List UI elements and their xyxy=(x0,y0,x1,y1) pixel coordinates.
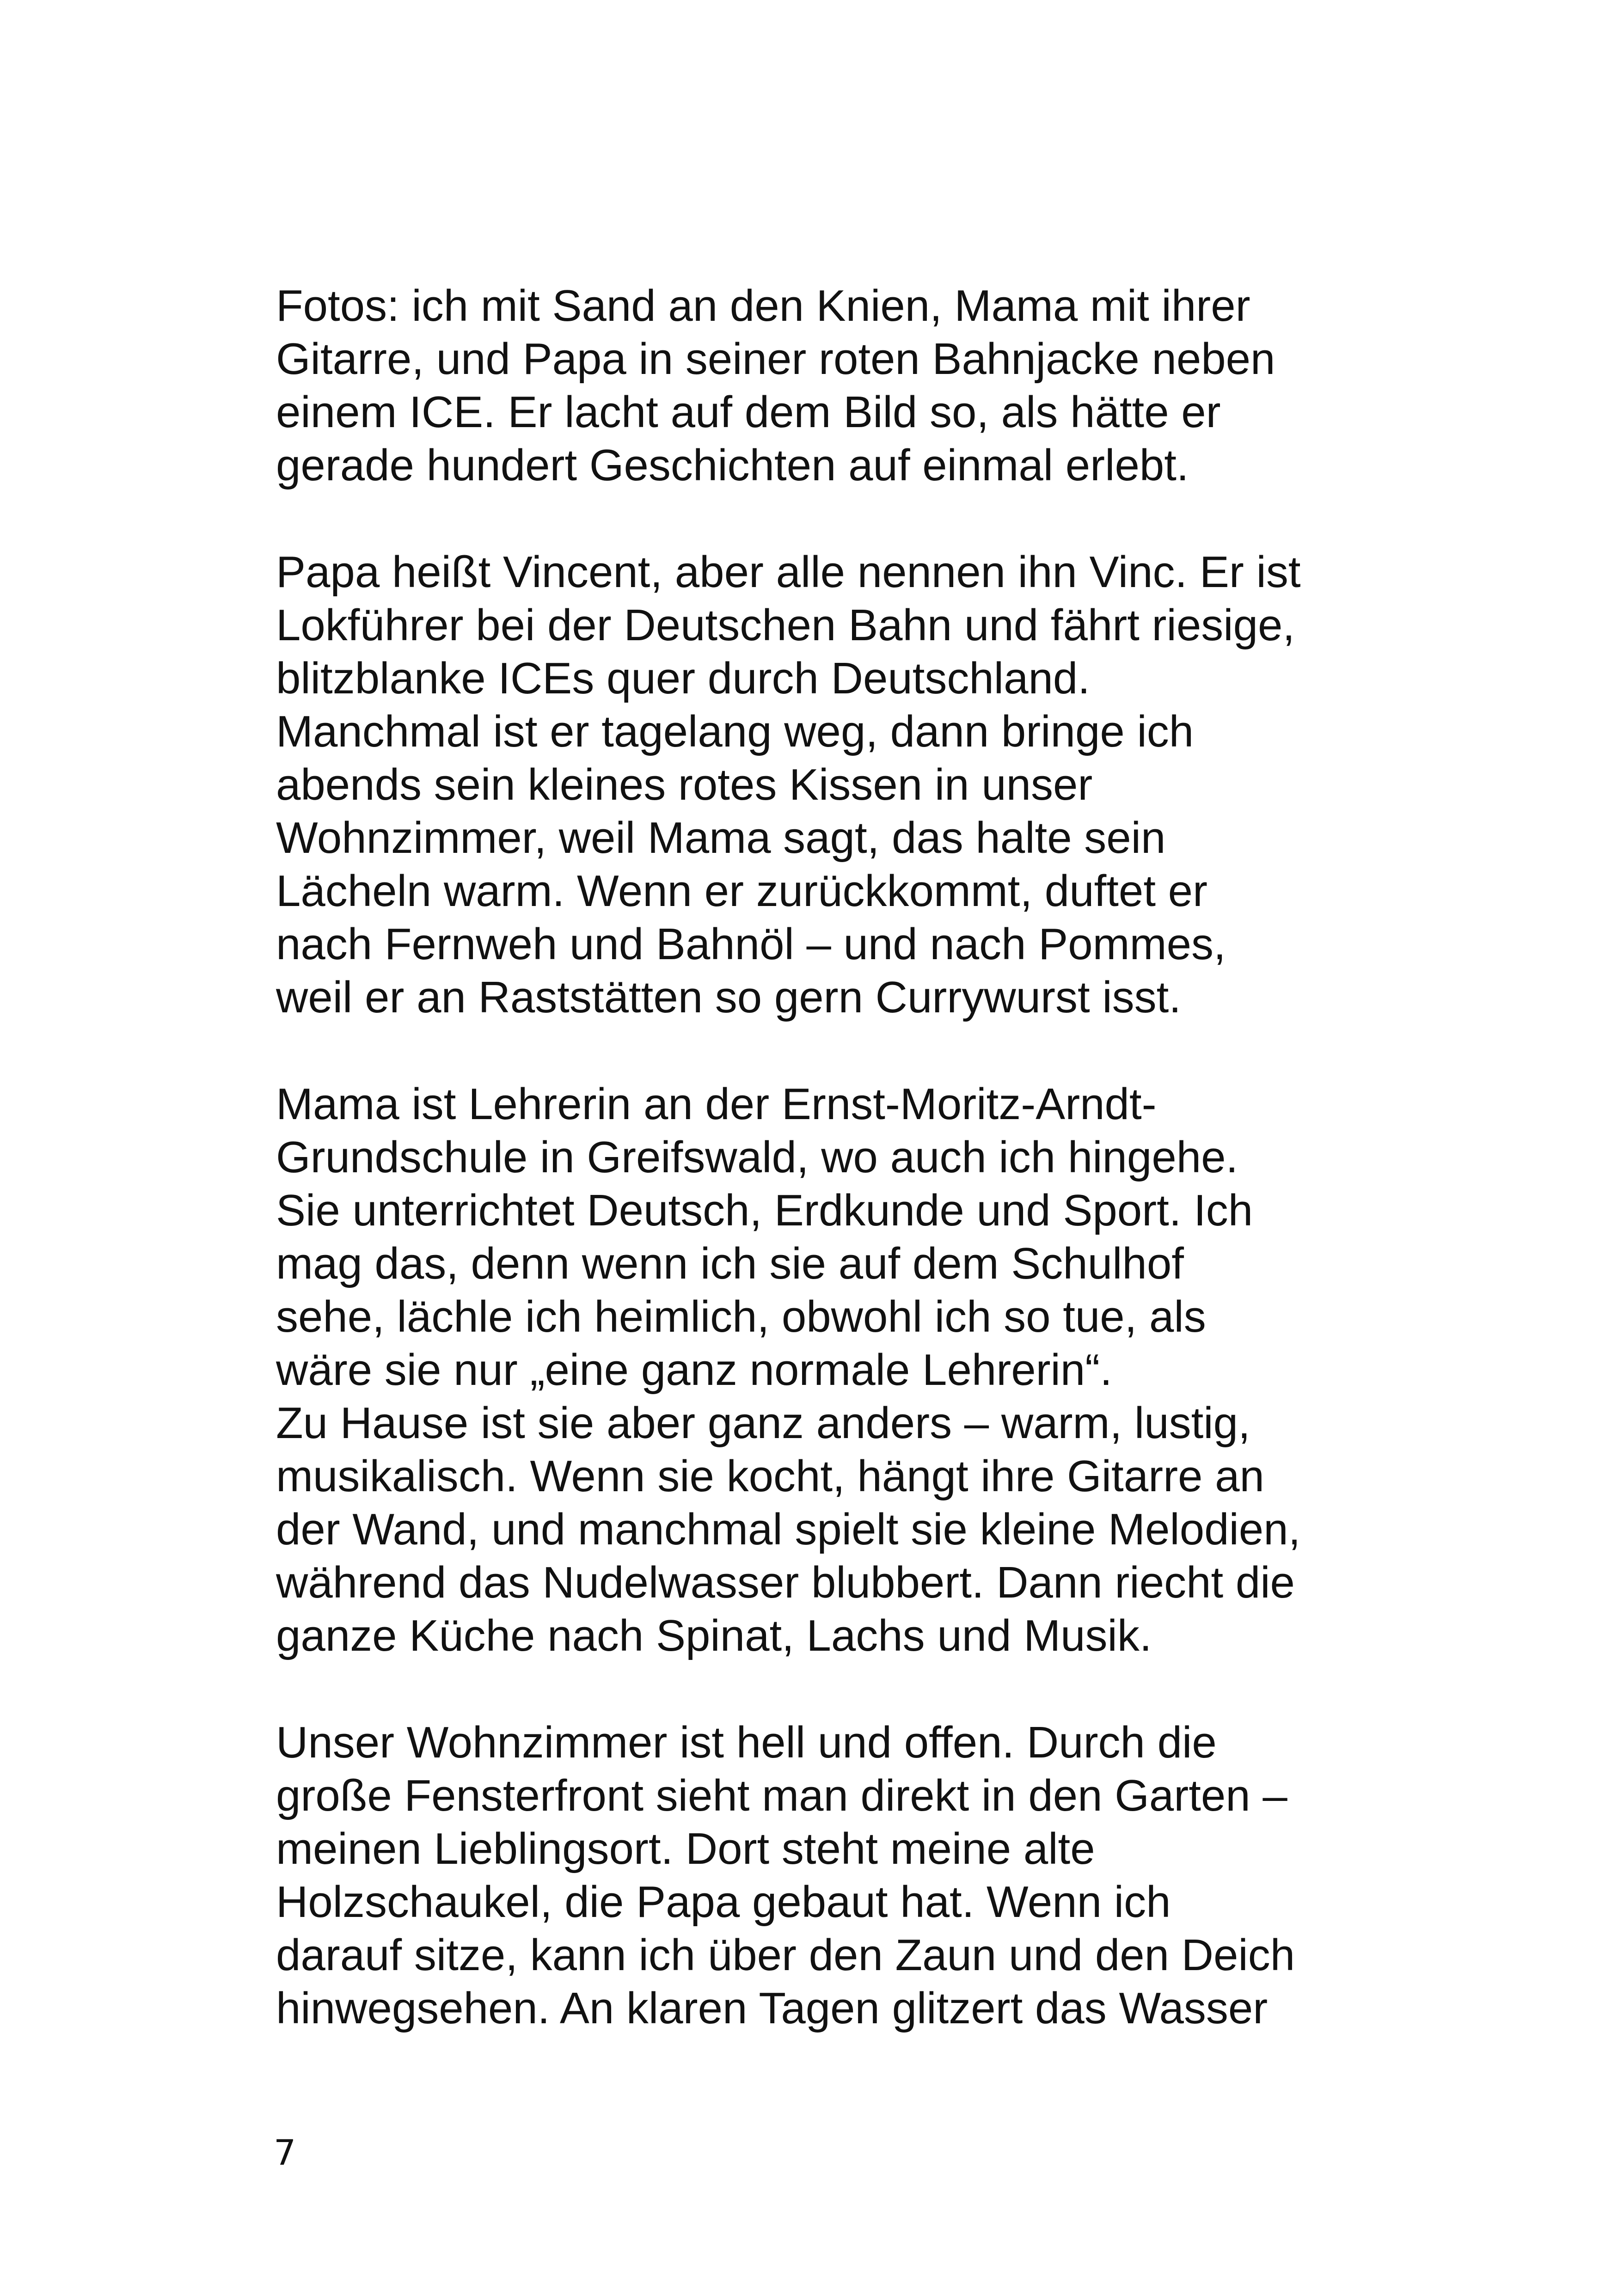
text-line: sehe, lächle ich heimlich, obwohl ich so tue, als xyxy=(276,1292,1206,1341)
text-line: mag das, denn wenn ich sie auf dem Schulhof xyxy=(276,1239,1184,1288)
body-text xyxy=(276,279,1385,2088)
text-line: gerade hundert Geschichten auf einmal erlebt. xyxy=(276,441,1189,490)
text-line: musikalisch. Wenn sie kocht, hängt ihre Gitarre an xyxy=(276,1451,1264,1501)
text-line: meinen Lieblingsort. Dort steht meine alte xyxy=(276,1824,1095,1874)
text-line: blitzblanke ICEs quer durch Deutschland. xyxy=(276,654,1090,703)
text-line: nach Fernweh und Bahnöl – und nach Pommes, xyxy=(276,919,1226,969)
paragraph-living-room xyxy=(276,1716,1385,2035)
text-line: einem ICE. Er lacht auf dem Bild so, als hätte er xyxy=(276,387,1221,437)
text-line: ganze Küche nach Spinat, Lachs und Musik. xyxy=(276,1611,1152,1660)
text-line: darauf sitze, kann ich über den Zaun und den Deich xyxy=(276,1930,1295,1980)
text-line: Sie unterrichtet Deutsch, Erdkunde und Sport. Ich xyxy=(276,1186,1253,1235)
text-line: Wohnzimmer, weil Mama sagt, das halte sein xyxy=(276,813,1166,863)
text-line: große Fensterfront sieht man direkt in den Garten – xyxy=(276,1771,1287,1820)
paragraph-papa xyxy=(276,545,1385,1024)
text-line: Holzschaukel, die Papa gebaut hat. Wenn ich xyxy=(276,1877,1171,1927)
paragraph-photos xyxy=(276,279,1385,492)
text-line: Fotos: ich mit Sand an den Knien, Mama mit ihrer xyxy=(276,281,1250,331)
text-line: Mama ist Lehrerin an der Ernst-Moritz-Arndt- xyxy=(276,1079,1157,1129)
text-line: wäre sie nur „eine ganz normale Lehrerin“. xyxy=(276,1345,1112,1395)
text-line: Grundschule in Greifswald, wo auch ich hingehe. xyxy=(276,1133,1238,1182)
text-line: Lächeln warm. Wenn er zurückkommt, duftet er xyxy=(276,866,1208,916)
text-line: der Wand, und manchmal spielt sie kleine Melodien, xyxy=(276,1505,1301,1554)
text-line: Zu Hause ist sie aber ganz anders – warm, lustig, xyxy=(276,1398,1250,1448)
page-number: 7 xyxy=(274,2132,296,2173)
text-line: Lokführer bei der Deutschen Bahn und fährt riesige, xyxy=(276,600,1295,650)
text-line: abends sein kleines rotes Kissen in unser xyxy=(276,760,1093,809)
text-line: Unser Wohnzimmer ist hell und offen. Durch die xyxy=(276,1718,1217,1767)
text-line: Manchmal ist er tagelang weg, dann bringe ich xyxy=(276,707,1194,756)
text-line: hinwegsehen. An klaren Tagen glitzert das Wasser xyxy=(276,1984,1268,2033)
text-line: während das Nudelwasser blubbert. Dann riecht die xyxy=(276,1558,1295,1607)
text-line: weil er an Raststätten so gern Currywurst isst. xyxy=(276,973,1182,1022)
text-line: Papa heißt Vincent, aber alle nennen ihn Vinc. Er ist xyxy=(276,547,1301,597)
text-line: Gitarre, und Papa in seiner roten Bahnjacke neben xyxy=(276,334,1275,384)
paragraph-mama xyxy=(276,1078,1385,1662)
